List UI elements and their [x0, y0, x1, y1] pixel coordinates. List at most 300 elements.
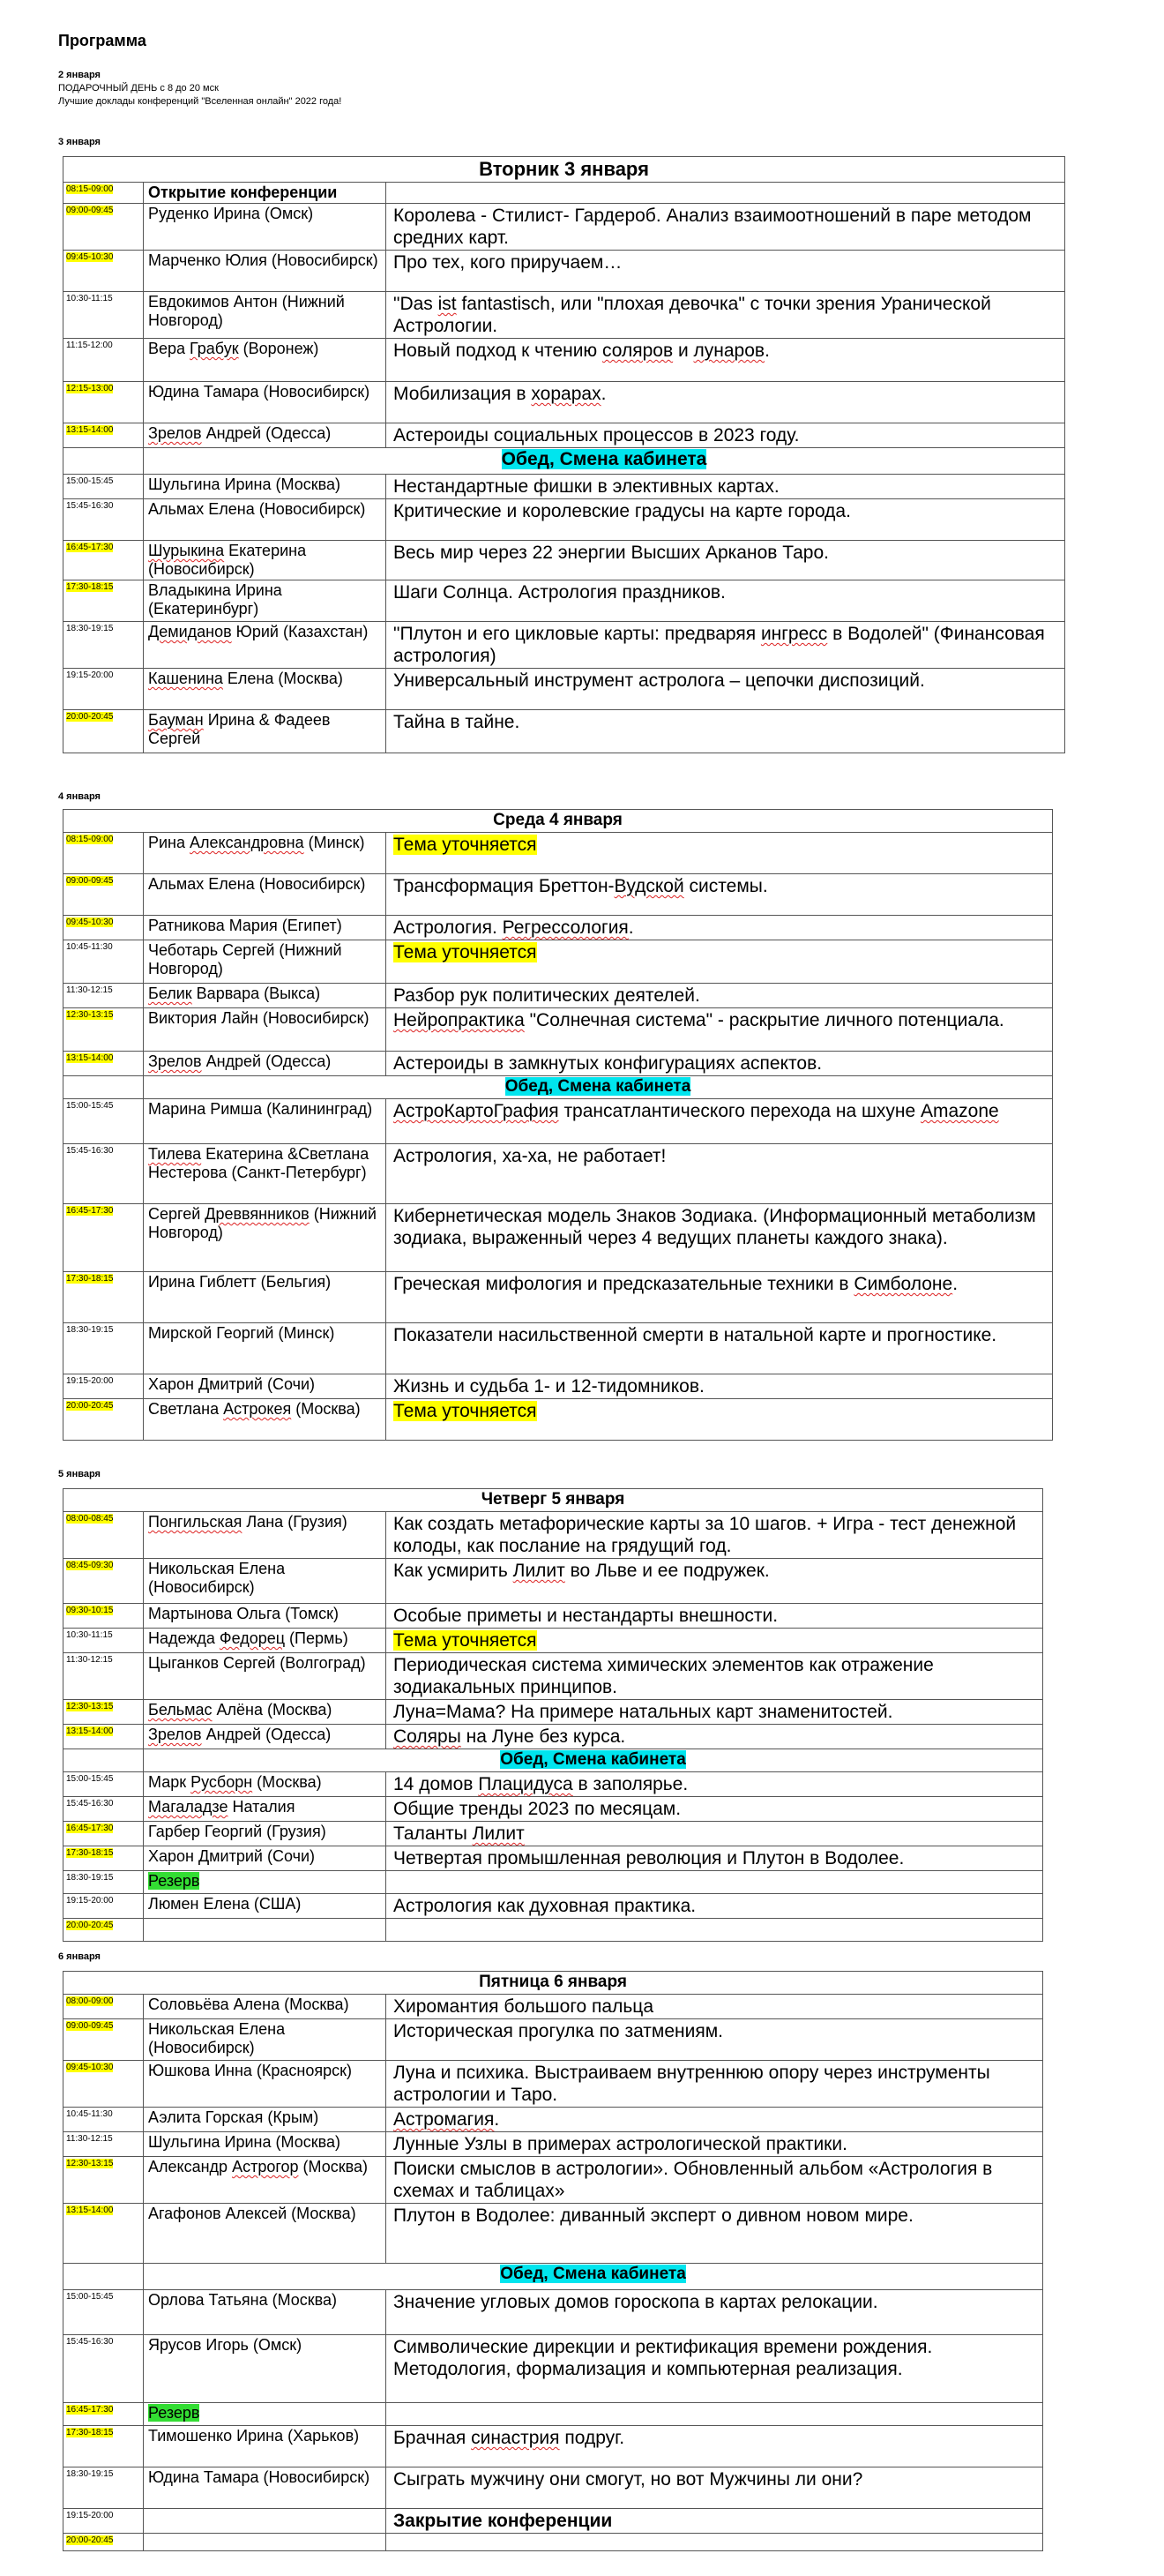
speaker-name: Харон Дмитрий (Сочи): [148, 1847, 315, 1865]
speaker-cell: [144, 2132, 386, 2157]
speaker-cell: [144, 1144, 386, 1204]
reserve-badge: Резерв: [148, 1872, 200, 1890]
table-row: [63, 1512, 1043, 1559]
time-slot: 08:15-09:00: [66, 184, 114, 194]
time-slot: 20:00-20:45: [66, 712, 114, 722]
speaker-name: Светлана Астрокея (Москва): [148, 1400, 361, 1418]
speaker-name: Бельмас Алёна (Москва): [148, 1701, 332, 1719]
topic-cell: [386, 1374, 1053, 1399]
time-slot: 11:15-12:00: [66, 341, 113, 350]
speaker-name: Руденко Ирина (Омск): [148, 205, 314, 222]
time-slot: 20:00-20:45: [66, 1401, 114, 1411]
jan2-block: [58, 69, 341, 109]
time-slot: 16:45-17:30: [66, 2405, 114, 2415]
table-row: [63, 2019, 1043, 2061]
topic-cell: [386, 1822, 1043, 1846]
lunch-cell: [144, 1076, 1053, 1099]
day-label: 4 января: [58, 791, 101, 802]
table-row: [63, 1871, 1043, 1894]
topic-cell: [386, 2467, 1043, 2509]
table-row: [63, 1272, 1053, 1323]
speaker-cell: [144, 1559, 386, 1604]
day-label: 6 января: [58, 1951, 101, 1962]
topic-title: Нейропрактика "Солнечная система" - раскрытие личного потенциала.: [393, 1010, 1004, 1030]
topic-cell: [386, 2290, 1043, 2335]
time-slot: 11:30-12:15: [66, 2134, 113, 2144]
speaker-cell: [144, 1204, 386, 1272]
time-cell: [63, 1700, 144, 1725]
topic-title: "Плутон и его цикловые карты: предваряя ингресс в Водолей" (Финансовая астрология): [393, 624, 1045, 666]
table-row: [63, 669, 1065, 710]
topic-cell: [386, 499, 1065, 541]
time-slot: 19:15-20:00: [66, 1896, 114, 1906]
time-slot: 19:15-20:00: [66, 670, 114, 680]
topic-title: Луна=Мама? На примере натальных карт знаменитостей.: [393, 1702, 893, 1722]
topic-cell: [386, 1894, 1043, 1919]
time-cell: [63, 2157, 144, 2204]
topic-cell: [386, 622, 1065, 669]
speaker-name: Гарбер Георгий (Грузия): [148, 1823, 326, 1840]
table-row: [63, 874, 1053, 916]
table-row: [63, 916, 1053, 940]
time-cell: [63, 183, 144, 204]
time-slot: 08:00-08:45: [66, 1514, 114, 1524]
table-row: [63, 2509, 1043, 2534]
speaker-cell: [144, 2467, 386, 2509]
topic-cell: [386, 984, 1053, 1008]
speaker-cell: [144, 1871, 386, 1894]
lunch-cell: [144, 2264, 1043, 2290]
topic-cell: [386, 833, 1053, 874]
time-slot: 19:15-20:00: [66, 2511, 114, 2520]
topic-cell: [386, 1919, 1043, 1942]
speaker-cell: [144, 1894, 386, 1919]
time-cell: [63, 1846, 144, 1871]
speaker-cell: [144, 1374, 386, 1399]
day-header: Пятница 6 января: [63, 1972, 1043, 1995]
topic-cell: [386, 2426, 1043, 2467]
speaker-cell: [144, 940, 386, 984]
schedule-table: [63, 156, 1065, 753]
time-cell: [63, 1871, 144, 1894]
speaker-cell: [144, 1323, 386, 1374]
speaker-cell: [144, 2061, 386, 2108]
topic-title: Сыграть мужчину они смогут, но вот Мужчины ли они?: [393, 2469, 863, 2490]
topic-title: Жизнь и судьба 1- и 12-тидомников.: [393, 1376, 705, 1397]
day-header: Четверг 5 января: [63, 1489, 1043, 1512]
topic-title: Шаги Солнца. Астрология праздников.: [393, 582, 726, 603]
topic-title: Поиски смыслов в астрологии». Обновленный альбом «Астрология в схемах и таблицах»: [393, 2159, 993, 2201]
table-row: [63, 1846, 1043, 1871]
day-label: 3 января: [58, 137, 101, 147]
topic-cell: [386, 251, 1065, 292]
speaker-cell: [144, 1846, 386, 1871]
time-slot: 11:30-12:15: [66, 985, 113, 995]
speaker-name: Орлова Татьяна (Москва): [148, 2291, 338, 2309]
time-cell: [63, 1919, 144, 1942]
table-row: [63, 1797, 1043, 1822]
time-slot: 09:30-10:15: [66, 1606, 114, 1615]
table-row: [63, 2204, 1043, 2264]
speaker-name: Вера Грабук (Воронеж): [148, 340, 319, 357]
speaker-cell: [144, 423, 386, 448]
speaker-name: Ратникова Мария (Египет): [148, 917, 342, 934]
speaker-name: Понгильская Лана (Грузия): [148, 1513, 347, 1531]
speaker-cell: [144, 916, 386, 940]
speaker-cell: [144, 382, 386, 423]
speaker-name: Соловьёва Алена (Москва): [148, 1996, 349, 2013]
topic-cell: [386, 1772, 1043, 1797]
time-cell: [63, 669, 144, 710]
speaker-cell: [144, 1700, 386, 1725]
speaker-cell: [144, 499, 386, 541]
table-row: [63, 475, 1065, 499]
topic-cell: [386, 423, 1065, 448]
speaker-name: Виктория Лайн (Новосибирск): [148, 1009, 369, 1027]
time-cell: [63, 1399, 144, 1441]
time-cell: [63, 1725, 144, 1749]
time-slot: 09:00-09:45: [66, 2021, 114, 2031]
time-cell: [63, 2509, 144, 2534]
topic-title: Общие тренды 2023 по месяцам.: [393, 1799, 682, 1819]
time-cell: [63, 622, 144, 669]
topic-title: Новый подход к чтению соляров и лунаров.: [393, 341, 770, 361]
speaker-name: Шульгина Ирина (Москва): [148, 2133, 340, 2151]
speaker-name: Харон Дмитрий (Сочи): [148, 1375, 315, 1393]
day-label: 5 января: [58, 1469, 101, 1479]
table-row: [63, 251, 1065, 292]
speaker-name: Никольская Елена (Новосибирск): [148, 1560, 286, 1596]
topic-title: Закрытие конференции: [393, 2511, 613, 2531]
table-row: [63, 1725, 1043, 1749]
topic-title: Как создать метафорические карты за 10 шагов. + Игра - тест денежной колоды, как послание на грядущий год.: [393, 1514, 1017, 1556]
time-slot: 16:45-17:30: [66, 543, 114, 552]
lunch-label: Обед, Смена кабинета: [504, 1077, 691, 1096]
time-cell: [63, 1797, 144, 1822]
table-row: [63, 292, 1065, 339]
speaker-cell: [144, 2108, 386, 2132]
time-cell: [63, 2290, 144, 2335]
time-cell: [63, 292, 144, 339]
time-cell: [63, 1559, 144, 1604]
table-row: [63, 1144, 1053, 1204]
lunch-row: [63, 448, 1065, 475]
speaker-cell: [144, 2290, 386, 2335]
table-row: [63, 2061, 1043, 2108]
table-row: [63, 423, 1065, 448]
topic-title: АстроКартоГрафия трансатлантического перехода на шхуне Amazone: [393, 1101, 999, 1121]
schedule-table: [63, 1971, 1043, 2551]
time-cell: [63, 1323, 144, 1374]
speaker-cell: [144, 475, 386, 499]
speaker-cell: [144, 1919, 386, 1942]
speaker-cell: [144, 1822, 386, 1846]
topic-cell: [386, 1604, 1043, 1629]
topic-cell: [386, 1995, 1043, 2019]
topic-title: Критические и королевские градусы на карте города.: [393, 501, 851, 521]
time-cell: [63, 1653, 144, 1700]
time-slot: 15:45-16:30: [66, 1799, 114, 1808]
time-slot: 13:15-14:00: [66, 1053, 114, 1063]
time-slot: 17:30-18:15: [66, 1274, 114, 1284]
time-cell: [63, 1995, 144, 2019]
speaker-cell: [144, 1512, 386, 1559]
time-cell: [63, 382, 144, 423]
topic-title: Трансформация Бреттон-Вудской системы.: [393, 876, 768, 896]
speaker-cell: [144, 292, 386, 339]
topic-title: Плутон в Водолее: диванный эксперт о дивном новом мире.: [393, 2205, 914, 2226]
topic-title: "Das ist fantastisch, или "плохая девочка" с точки зрения Уранической Астрологии.: [393, 294, 991, 336]
time-slot: 16:45-17:30: [66, 1206, 114, 1216]
speaker-name: Альмах Елена (Новосибирск): [148, 500, 366, 518]
topic-cell: [386, 2019, 1043, 2061]
time-cell: [63, 1512, 144, 1559]
topic-cell: [386, 669, 1065, 710]
time-slot: 17:30-18:15: [66, 582, 114, 592]
lunch-row: [63, 2264, 1043, 2290]
speaker-cell: [144, 2019, 386, 2061]
topic-cell: [386, 1512, 1043, 1559]
topic-title: Мобилизация в хорарах.: [393, 384, 607, 404]
time-slot: 13:15-14:00: [66, 425, 114, 435]
lunch-label: Обед, Смена кабинета: [501, 449, 707, 469]
table-row: [63, 1653, 1043, 1700]
speaker-cell: [144, 1604, 386, 1629]
jan2-heading: 2 января: [58, 70, 101, 80]
table-row: [63, 833, 1053, 874]
time-slot: 15:45-16:30: [66, 2337, 114, 2347]
speaker-name: Сергей Древвянников (Нижний Новгород): [148, 1205, 377, 1241]
lunch-label: Обед, Смена кабинета: [500, 1750, 686, 1769]
time-cell: [63, 916, 144, 940]
table-row: [63, 2335, 1043, 2403]
topic-cell: [386, 2509, 1043, 2534]
speaker-cell: [144, 2534, 386, 2551]
topic-title: Соляры на Луне без курса.: [393, 1726, 626, 1747]
speaker-cell: [144, 1272, 386, 1323]
table-row: [63, 1995, 1043, 2019]
speaker-cell: [144, 1008, 386, 1052]
topic-title: 14 домов Плацидуса в заполярье.: [393, 1774, 689, 1794]
lunch-cell: [144, 448, 1065, 475]
time-slot: 13:15-14:00: [66, 1726, 114, 1736]
day-header: Среда 4 января: [63, 810, 1053, 833]
speaker-name: Мартынова Ольга (Томск): [148, 1605, 340, 1622]
speaker-cell: [144, 2403, 386, 2426]
speaker-cell: [144, 1725, 386, 1749]
speaker-name: Зрелов Андрей (Одесса): [148, 1726, 332, 1743]
time-cell: [63, 984, 144, 1008]
topic-title: Астрология, ха-ха, не работает!: [393, 1146, 667, 1166]
topic-cell: [386, 1700, 1043, 1725]
speaker-name: Цыганков Сергей (Волгоград): [148, 1654, 366, 1672]
speaker-name: Белик Варвара (Выкса): [148, 985, 321, 1002]
topic-title: Особые приметы и нестандарты внешности.: [393, 1606, 779, 1626]
topic-title: Историческая прогулка по затмениям.: [393, 2021, 724, 2041]
speaker-cell: [144, 2157, 386, 2204]
speaker-cell: [144, 183, 386, 204]
time-slot: 11:30-12:15: [66, 1655, 113, 1665]
table-row: [63, 1399, 1053, 1441]
topic-title: Весь мир через 22 энергии Высших Арканов Таро.: [393, 543, 829, 563]
topic-title: Астромагия.: [393, 2109, 500, 2130]
time-cell: [63, 940, 144, 984]
topic-cell: [386, 2061, 1043, 2108]
time-slot: 16:45-17:30: [66, 1823, 114, 1833]
table-row: [63, 1700, 1043, 1725]
speaker-cell: [144, 2426, 386, 2467]
speaker-name: Надежда Федорец (Пермь): [148, 1629, 348, 1647]
topic-title: Королева - Стилист- Гардероб. Анализ взаимоотношений в паре методом средних карт.: [393, 206, 1032, 248]
speaker-name: Агафонов Алексей (Москва): [148, 2205, 356, 2222]
table-row: [63, 580, 1065, 622]
speaker-cell: [144, 1653, 386, 1700]
topic-cell: [386, 1629, 1043, 1653]
time-cell: [63, 2108, 144, 2132]
time-slot: 10:45-11:30: [66, 2109, 113, 2119]
time-cell: [63, 1894, 144, 1919]
topic-cell: [386, 1204, 1053, 1272]
time-slot: 15:45-16:30: [66, 501, 114, 511]
table-row: [63, 2467, 1043, 2509]
speaker-name: Альмах Елена (Новосибирск): [148, 875, 366, 893]
topic-cell: [386, 916, 1053, 940]
speaker-cell: [144, 251, 386, 292]
speaker-name: Демиданов Юрий (Казахстан): [148, 623, 369, 640]
time-slot: 10:45-11:30: [66, 942, 113, 952]
time-slot: 20:00-20:45: [66, 2535, 114, 2545]
speaker-name: Шурыкина Екатерина (Новосибирск): [148, 542, 307, 578]
speaker-cell: [144, 541, 386, 580]
table-row: [63, 1052, 1053, 1076]
schedule-table: [63, 809, 1053, 1441]
lunch-row: [63, 1749, 1043, 1772]
topic-cell: [386, 475, 1065, 499]
schedule-table: [63, 1488, 1043, 1942]
table-row: [63, 541, 1065, 580]
time-cell: [63, 251, 144, 292]
time-slot: 13:15-14:00: [66, 2205, 114, 2215]
time-slot: 18:30-19:15: [66, 1873, 114, 1883]
topic-title: Нестандартные фишки в элективных картах.: [393, 476, 780, 497]
time-cell: [63, 204, 144, 251]
time-cell: [63, 2426, 144, 2467]
time-cell: [63, 2132, 144, 2157]
time-slot: 12:30-13:15: [66, 1702, 114, 1711]
speaker-cell: [144, 580, 386, 622]
jan2-line1: ПОДАРОЧНЫЙ ДЕНЬ с 8 до 20 мск: [58, 83, 219, 94]
table-row: [63, 2157, 1043, 2204]
time-slot: 15:00-15:45: [66, 476, 114, 486]
time-slot: 15:00-15:45: [66, 2292, 114, 2302]
time-cell: [63, 1008, 144, 1052]
topic-cell: [386, 1653, 1043, 1700]
table-row: [63, 1629, 1043, 1653]
speaker-cell: [144, 984, 386, 1008]
table-row: [63, 2132, 1043, 2157]
topic-cell: [386, 710, 1065, 753]
table-row: [63, 499, 1065, 541]
table-row: [63, 1919, 1043, 1942]
table-row: [63, 1772, 1043, 1797]
speaker-name: Юдина Тамара (Новосибирск): [148, 2468, 370, 2486]
topic-cell: [386, 2157, 1043, 2204]
table-row: [63, 382, 1065, 423]
topic-title: Периодическая система химических элементов как отражение зодиакальных принципов.: [393, 1655, 934, 1697]
table-row: [63, 622, 1065, 669]
speaker-cell: [144, 669, 386, 710]
topic-title: Значение угловых домов гороскопа в картах релокации.: [393, 2292, 878, 2312]
time-cell: [63, 2534, 144, 2551]
time-cell: [63, 833, 144, 874]
speaker-name: Марк Русборн (Москва): [148, 1773, 322, 1791]
topic-cell: [386, 1846, 1043, 1871]
table-row: [63, 2403, 1043, 2426]
topic-title: Про тех, кого приручаем…: [393, 252, 623, 273]
topic-cell: [386, 874, 1053, 916]
speaker-name: Аэлита Горская (Крым): [148, 2108, 319, 2126]
time-cell: [63, 1604, 144, 1629]
topic-title: Показатели насильственной смерти в натальной карте и прогностике.: [393, 1325, 997, 1345]
speaker-name: Бауман Ирина & Фадеев Сергей: [148, 711, 331, 747]
topic-title: Астрология как духовная практика.: [393, 1896, 697, 1916]
time-cell: [63, 339, 144, 382]
speaker-name: Евдокимов Антон (Нижний Новгород): [148, 293, 345, 329]
time-cell: [63, 423, 144, 448]
speaker-name: Владыкина Ирина (Екатеринбург): [148, 581, 282, 618]
table-row: [63, 1374, 1053, 1399]
table-row: [63, 2534, 1043, 2551]
speaker-name: Тимошенко Ирина (Харьков): [148, 2427, 360, 2445]
lunch-cell: [144, 1749, 1043, 1772]
speaker-cell: [144, 833, 386, 874]
speaker-cell: [144, 2335, 386, 2403]
time-slot: 18:30-19:15: [66, 1325, 114, 1335]
topic-cell: [386, 2403, 1043, 2426]
topic-title: Луна и психика. Выстраиваем внутреннюю опору через инструменты астрологии и Таро.: [393, 2063, 990, 2105]
speaker-name: Тилева Екатерина &Светлана Нестерова (Санкт-Петербург): [148, 1145, 369, 1181]
table-row: [63, 940, 1053, 984]
time-cell: [63, 1272, 144, 1323]
table-row: [63, 2108, 1043, 2132]
time-cell: [63, 2467, 144, 2509]
topic-title: Разбор рук политических деятелей.: [393, 985, 700, 1006]
time-cell: [63, 710, 144, 753]
time-slot: 18:30-19:15: [66, 2469, 114, 2479]
table-row: [63, 1604, 1043, 1629]
topic-title: Универсальный инструмент астролога – цепочки диспозиций.: [393, 670, 925, 691]
speaker-name: Никольская Елена (Новосибирск): [148, 2020, 286, 2056]
topic-title: Таланты Лилит: [393, 1823, 525, 1844]
topic-title: Тема уточняется: [393, 835, 537, 855]
lunch-row: [63, 1076, 1053, 1099]
speaker-name: Открытие конференции: [148, 183, 338, 201]
topic-cell: [386, 292, 1065, 339]
table-row: [63, 1894, 1043, 1919]
lunch-label: Обед, Смена кабинета: [500, 2265, 686, 2283]
speaker-name: Чеботарь Сергей (Нижний Новгород): [148, 941, 342, 977]
speaker-name: Зрелов Андрей (Одесса): [148, 1052, 332, 1070]
topic-cell: [386, 2335, 1043, 2403]
time-cell: [63, 1822, 144, 1846]
speaker-name: Шульгина Ирина (Москва): [148, 476, 340, 493]
topic-cell: [386, 1272, 1053, 1323]
time-cell: [63, 1144, 144, 1204]
speaker-name: Рина Александровна (Минск): [148, 834, 365, 851]
speaker-cell: [144, 2509, 386, 2534]
table-row: [63, 1099, 1053, 1144]
topic-title: Четвертая промышленная революция и Плутон в Водолее.: [393, 1848, 905, 1868]
